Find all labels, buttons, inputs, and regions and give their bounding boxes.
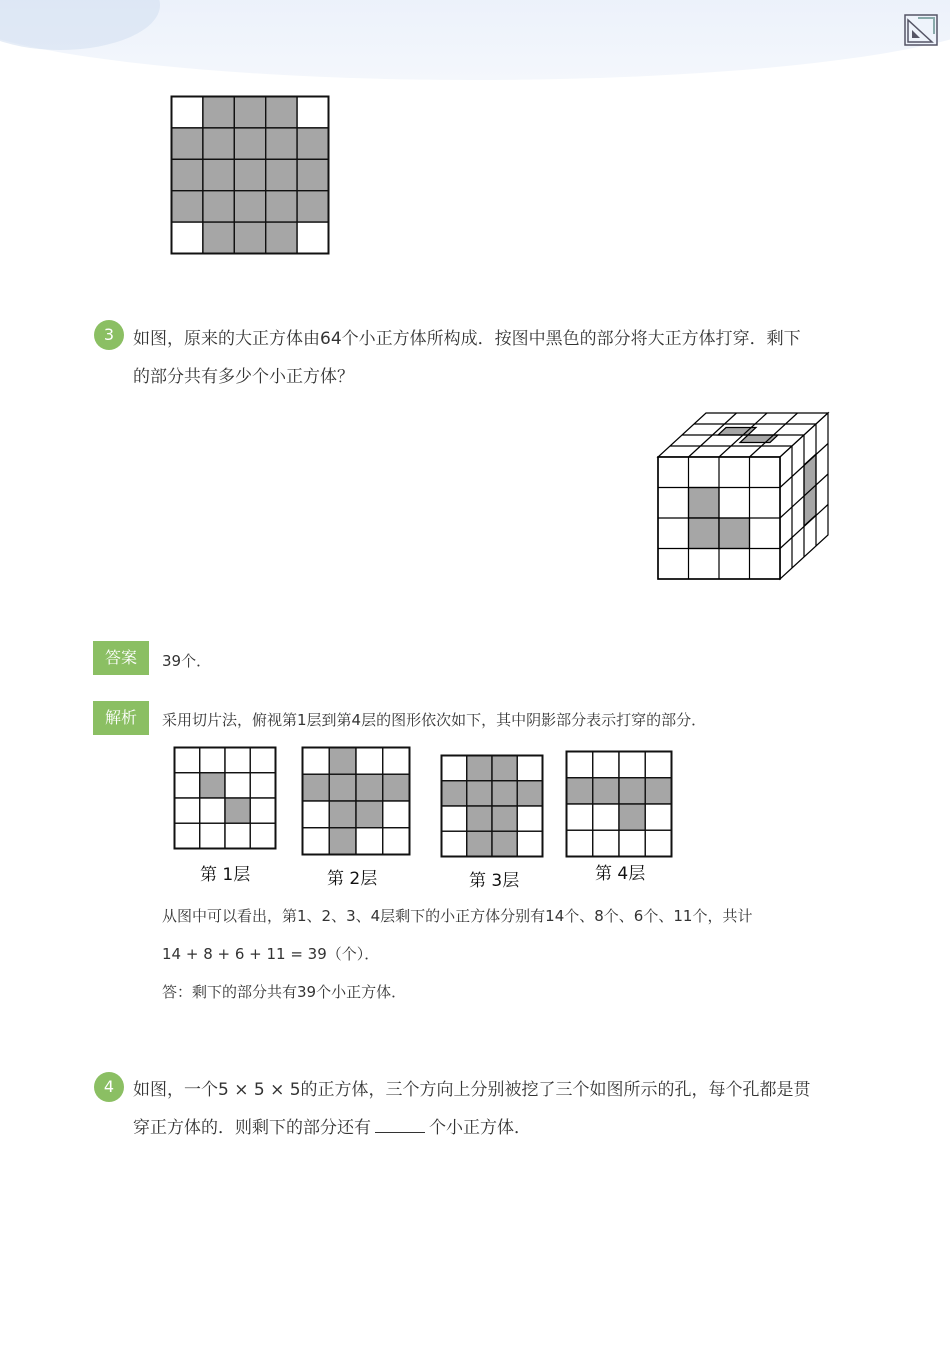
- layer-2-cell-3-1: [329, 828, 356, 855]
- layer-2-cell-0-3: [383, 748, 410, 775]
- analysis-intro: 采用切片法，俯视第1层到第4层的图形依次如下，其中阴影部分表示打穿的部分．: [162, 711, 707, 729]
- layer-3-cell-1-1: [467, 781, 492, 806]
- layer-1-cell-1-2: [225, 773, 250, 798]
- question-4-line-2: [133, 1109, 531, 1147]
- question-3-line-1: 如图，原来的大正方体由64个小正方体所构成．按图中黑色的部分将大正方体打穿．剩下: [133, 329, 801, 349]
- top-grid-cell-2-2: [234, 159, 265, 190]
- top-grid-cell-2-4: [297, 159, 328, 190]
- layer-3-cell-3-3: [517, 831, 542, 856]
- layer-1-cell-2-3: [250, 798, 275, 823]
- question-4-line-1: 如图，一个5 × 5 × 5的正方体，三个方向上分别被挖了三个如图所示的孔，每个孔都是贯: [133, 1080, 811, 1100]
- layer-2-cell-1-1: [329, 774, 356, 801]
- layer-4-cell-3-0: [567, 830, 593, 856]
- layer-1-cell-2-2: [225, 798, 250, 823]
- layer-3-cell-2-3: [517, 806, 542, 831]
- layer-1-cell-0-2: [225, 748, 250, 773]
- answer-tag: 答案: [93, 641, 149, 675]
- layer-3-cell-3-2: [492, 831, 517, 856]
- top-grid-cell-1-3: [266, 128, 297, 159]
- analysis-line-2: 14 + 8 + 6 + 11 = 39（个）．: [162, 945, 380, 963]
- layer-4-cell-2-3: [645, 804, 671, 830]
- analysis-line-1: 从图中可以看出，第1、2、3、4层剩下的小正方体分别有14个、8个、6个、11个，共计: [162, 907, 753, 925]
- top-grid-cell-0-2: [234, 97, 265, 128]
- layer-1-cell-1-0: [175, 773, 200, 798]
- layer-4-cell-0-3: [645, 752, 671, 778]
- question-4-line-2-end: 个小正方体．: [429, 1118, 531, 1138]
- top-grid-cell-0-3: [266, 97, 297, 128]
- layer-2-cell-3-0: [303, 828, 330, 855]
- layer-3-cell-3-0: [442, 831, 467, 856]
- top-grid-cell-3-1: [203, 191, 234, 222]
- layer-4-cell-2-1: [593, 804, 619, 830]
- top-grid-cell-3-0: [172, 191, 203, 222]
- question-3-badge: 3: [94, 320, 124, 350]
- layer-3-cell-2-2: [492, 806, 517, 831]
- question-4-line-2-start: 穿正方体的．则剩下的部分还有: [133, 1118, 371, 1138]
- layer-4-label: 第 4层: [595, 864, 646, 884]
- layer-2-cell-0-2: [356, 748, 383, 775]
- layer-4-cell-1-0: [567, 778, 593, 804]
- layer-2-cell-3-2: [356, 828, 383, 855]
- top-grid-cell-1-2: [234, 128, 265, 159]
- layer-2-cell-1-2: [356, 774, 383, 801]
- top-grid-cell-4-0: [172, 222, 203, 253]
- layer-1-cell-1-3: [250, 773, 275, 798]
- layer-2-label: 第 2层: [327, 869, 378, 889]
- top-grid-cell-4-3: [266, 222, 297, 253]
- layer-2-cell-1-3: [383, 774, 410, 801]
- layer-4-cell-0-0: [567, 752, 593, 778]
- layer-1-cell-2-0: [175, 798, 200, 823]
- layer-1-label: 第 1层: [200, 865, 251, 885]
- top-grid-cell-1-1: [203, 128, 234, 159]
- layer-2-cell-2-1: [329, 801, 356, 828]
- cube-4x4x4-figure: [650, 405, 840, 590]
- layer-4-cell-0-2: [619, 752, 645, 778]
- layer-1-cell-3-2: [225, 823, 250, 848]
- layer-2-cell-1-0: [303, 774, 330, 801]
- layer-3-cell-2-1: [467, 806, 492, 831]
- layer-3-cell-1-2: [492, 781, 517, 806]
- question-4-badge: 4: [94, 1072, 124, 1102]
- layer-1-cell-3-3: [250, 823, 275, 848]
- top-grid-cell-3-2: [234, 191, 265, 222]
- layer-1-cell-1-1: [200, 773, 225, 798]
- top-grid-cell-2-3: [266, 159, 297, 190]
- logo-icon: [904, 14, 938, 46]
- layer-2-cell-2-3: [383, 801, 410, 828]
- top-grid-cell-1-4: [297, 128, 328, 159]
- layer-4-cell-2-0: [567, 804, 593, 830]
- layer-3-cell-1-3: [517, 781, 542, 806]
- layer-4-cell-1-3: [645, 778, 671, 804]
- layer-2-cell-2-0: [303, 801, 330, 828]
- layer-1-cell-3-0: [175, 823, 200, 848]
- layer-3-cell-0-3: [517, 756, 542, 781]
- answer-blank[interactable]: [375, 1116, 425, 1133]
- layer-4-cell-0-1: [593, 752, 619, 778]
- layer-4-cell-1-1: [593, 778, 619, 804]
- layer-3-grid: [440, 754, 544, 858]
- top-grid-cell-0-0: [172, 97, 203, 128]
- layer-3-cell-0-1: [467, 756, 492, 781]
- layer-2-cell-0-1: [329, 748, 356, 775]
- top-grid-cell-3-3: [266, 191, 297, 222]
- top-grid-cell-0-1: [203, 97, 234, 128]
- top-grid-cell-1-0: [172, 128, 203, 159]
- layer-1-grid: [173, 746, 277, 850]
- layer-4-cell-3-3: [645, 830, 671, 856]
- layer-2-cell-3-3: [383, 828, 410, 855]
- answer-text: 39个．: [162, 652, 212, 670]
- layer-4-grid: [565, 750, 673, 858]
- layer-4-cell-3-2: [619, 830, 645, 856]
- top-grid-cell-2-1: [203, 159, 234, 190]
- top-view-grid: [170, 95, 330, 255]
- layer-3-cell-3-1: [467, 831, 492, 856]
- layer-3-cell-2-0: [442, 806, 467, 831]
- layer-4-cell-1-2: [619, 778, 645, 804]
- layer-4-cell-3-1: [593, 830, 619, 856]
- top-grid-cell-4-1: [203, 222, 234, 253]
- layer-4-cell-2-2: [619, 804, 645, 830]
- question-3-line-2: 的部分共有多少个小正方体？: [133, 367, 354, 387]
- layer-1-cell-0-3: [250, 748, 275, 773]
- layer-3-label: 第 3层: [469, 871, 520, 891]
- layer-2-cell-2-2: [356, 801, 383, 828]
- top-grid-cell-0-4: [297, 97, 328, 128]
- layer-3-cell-0-2: [492, 756, 517, 781]
- layer-3-cell-0-0: [442, 756, 467, 781]
- layer-2-grid: [301, 746, 411, 856]
- top-grid-cell-2-0: [172, 159, 203, 190]
- top-grid-cell-4-2: [234, 222, 265, 253]
- layer-1-cell-3-1: [200, 823, 225, 848]
- layer-2-cell-0-0: [303, 748, 330, 775]
- analysis-tag: 解析: [93, 701, 149, 735]
- layer-1-cell-0-1: [200, 748, 225, 773]
- layer-3-cell-1-0: [442, 781, 467, 806]
- top-grid-cell-4-4: [297, 222, 328, 253]
- top-grid-cell-3-4: [297, 191, 328, 222]
- analysis-line-3: 答：剩下的部分共有39个小正方体．: [162, 983, 407, 1001]
- layer-1-cell-2-1: [200, 798, 225, 823]
- layer-1-cell-0-0: [175, 748, 200, 773]
